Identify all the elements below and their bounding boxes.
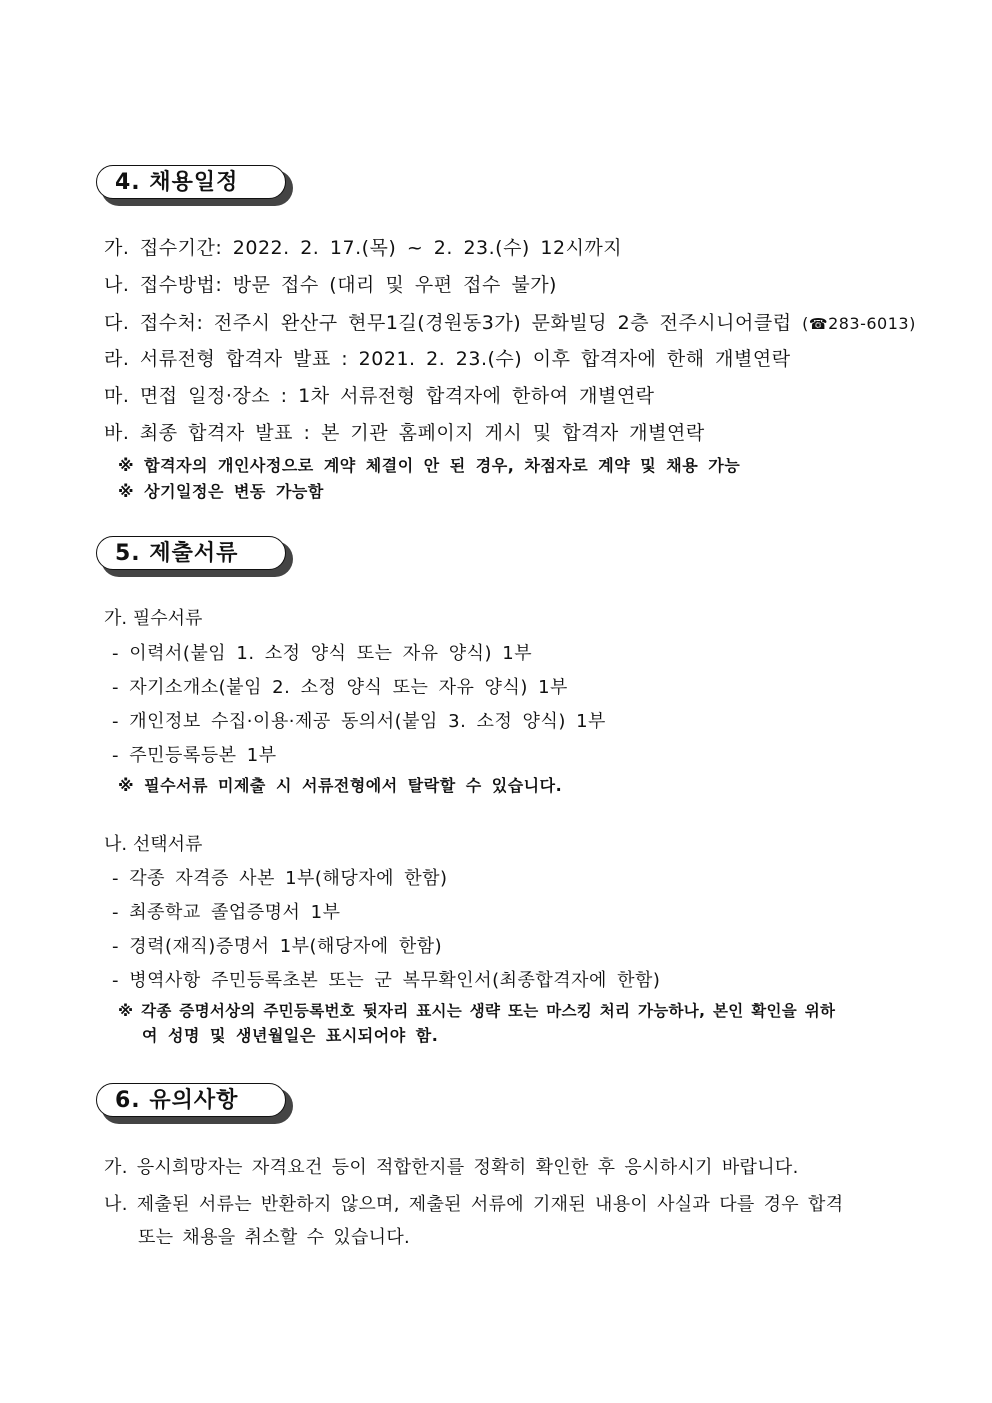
telephone-icon: ☎ bbox=[808, 315, 829, 333]
schedule-item-period: 가. 접수기간: 2022. 2. 17.(목) ~ 2. 23.(수) 12시까지 bbox=[104, 237, 623, 259]
section-4-heading bbox=[96, 165, 288, 201]
schedule-note-2: ※ 상기일정은 변동 가능함 bbox=[118, 482, 324, 501]
required-doc-item: - 자기소개소(붙임 2. 소정 양식 또는 자유 양식) 1부 bbox=[112, 677, 568, 698]
optional-doc-item: - 최종학교 졸업증명서 1부 bbox=[112, 902, 341, 923]
required-doc-item: - 주민등록등본 1부 bbox=[112, 745, 277, 766]
schedule-item-place: 다. 접수처: 전주시 완산구 현무1길(경원동3가) 문화빌딩 2층 전주시니어클럽 bbox=[104, 312, 792, 334]
section-title: 5. 제출서류 bbox=[96, 536, 286, 570]
section-title: 6. 유의사항 bbox=[96, 1083, 286, 1117]
schedule-item-place-wrap bbox=[104, 311, 916, 336]
phone-number: 283-6013 bbox=[828, 314, 910, 333]
optional-docs-heading: 나. 선택서류 bbox=[104, 834, 203, 855]
optional-doc-item: - 경력(재직)증명서 1부(해당자에 한함) bbox=[112, 936, 443, 957]
schedule-item-interview: 마. 면접 일정·장소 : 1차 서류전형 합격자에 한하여 개별연락 bbox=[104, 385, 655, 407]
section-title: 4. 채용일정 bbox=[96, 165, 286, 199]
phone-number-wrap: (☎283-6013) bbox=[802, 314, 916, 333]
required-doc-item: - 이력서(붙임 1. 소정 양식 또는 자유 양식) 1부 bbox=[112, 643, 533, 664]
required-docs-heading: 가. 필수서류 bbox=[104, 608, 203, 629]
section-6-heading bbox=[96, 1083, 288, 1119]
optional-doc-item: - 각종 자격증 사본 1부(해당자에 한함) bbox=[112, 868, 448, 889]
optional-docs-note-cont: 여 성명 및 생년월일은 표시되어야 함. bbox=[142, 1026, 439, 1045]
notice-item-1: 가. 응시희망자는 자격요건 등이 적합한지를 정확히 확인한 후 응시하시기 바랍니다. bbox=[104, 1157, 799, 1178]
required-docs-note: ※ 필수서류 미제출 시 서류전형에서 탈락할 수 있습니다. bbox=[118, 776, 563, 795]
schedule-item-method: 나. 접수방법: 방문 접수 (대리 및 우편 접수 불가) bbox=[104, 274, 557, 296]
schedule-item-doc-result: 라. 서류전형 합격자 발표 : 2021. 2. 23.(수) 이후 합격자에 한해 개별연락 bbox=[104, 348, 791, 370]
optional-doc-item: - 병역사항 주민등록초본 또는 군 복무확인서(최종합격자에 한함) bbox=[112, 970, 661, 991]
notice-item-2: 나. 제출된 서류는 반환하지 않으며, 제출된 서류에 기재된 내용이 사실과 다를 경우 합격 bbox=[104, 1194, 844, 1215]
required-doc-item: - 개인정보 수집·이용·제공 동의서(붙임 3. 소정 양식) 1부 bbox=[112, 711, 606, 732]
schedule-item-final-result: 바. 최종 합격자 발표 : 본 기관 홈페이지 게시 및 합격자 개별연락 bbox=[104, 422, 705, 444]
section-5-heading bbox=[96, 536, 288, 572]
optional-docs-note: ※ 각종 증명서상의 주민등록번호 뒷자리 표시는 생략 또는 마스킹 처리 가능하나, 본인 확인을 위하 bbox=[118, 1002, 836, 1020]
schedule-note-1: ※ 합격자의 개인사정으로 계약 체결이 안 된 경우, 차점자로 계약 및 채용 가능 bbox=[118, 456, 741, 475]
notice-item-2-cont: 또는 채용을 취소할 수 있습니다. bbox=[138, 1227, 411, 1248]
